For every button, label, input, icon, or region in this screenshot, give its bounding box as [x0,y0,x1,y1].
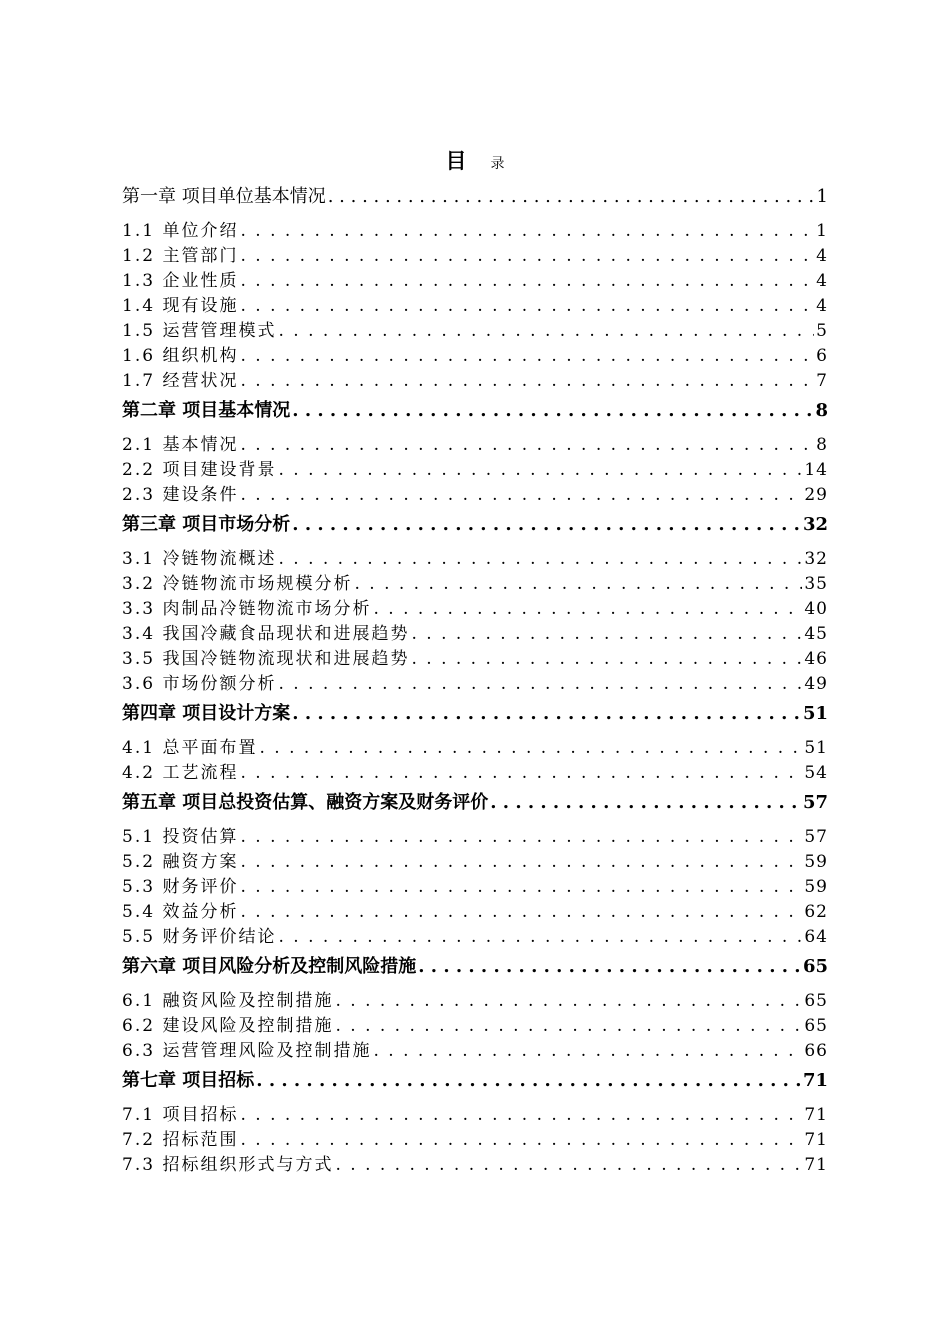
toc-section-entry[interactable] [122,825,828,850]
toc-entry-label: 1.4 现有设施 [122,296,239,316]
dot-leader [240,344,814,369]
toc-page-number: 65 [802,956,828,977]
toc-page-number: 59 [804,877,828,897]
toc-page-number: 51 [804,738,828,758]
toc-chapter-entry[interactable] [122,184,828,210]
toc-section-entry[interactable] [122,319,828,344]
toc-entry-label: 6.3 运营管理风险及控制措施 [122,1041,372,1061]
toc-section-entry[interactable] [122,1128,828,1153]
toc-page-number: 40 [804,599,828,619]
toc-entry-label: 5.4 效益分析 [122,902,239,922]
toc-page-number: 71 [804,1130,828,1150]
toc-entry-label: 第七章 项目招标 [122,1070,255,1091]
toc-page-number: 64 [804,927,828,947]
toc-entry-label: 5.5 财务评价结论 [122,927,277,947]
toc-page-number: 49 [804,674,828,694]
dot-leader [240,433,814,458]
toc-section-entry[interactable] [122,344,828,369]
dot-leader [278,458,802,483]
toc-section-entry[interactable] [122,572,828,597]
toc-entry-label: 3.3 肉制品冷链物流市场分析 [122,599,372,619]
dot-leader [292,398,813,424]
dot-leader [354,572,802,597]
toc-section-entry[interactable] [122,433,828,458]
toc-entry-label: 4.1 总平面布置 [122,738,258,758]
toc-section-entry[interactable] [122,294,828,319]
toc-page-number: 65 [804,991,828,1011]
toc-page-number: 62 [804,902,828,922]
dot-leader [411,622,802,647]
dot-leader [240,761,802,786]
toc-section-entry[interactable] [122,244,828,269]
toc-section-entry[interactable] [122,736,828,761]
dot-leader [292,512,801,538]
toc-entry-label: 第三章 项目市场分析 [122,514,291,535]
dot-leader [335,989,802,1014]
toc-page-number: 66 [804,1041,828,1061]
dot-leader [278,547,802,572]
toc-page-number: 4 [816,246,828,266]
toc-entry-label: 7.2 招标范围 [122,1130,239,1150]
toc-entry-label: 3.1 冷链物流概述 [122,549,277,569]
dot-leader [240,825,802,850]
toc-entry-label: 2.3 建设条件 [122,485,239,505]
toc-section-entry[interactable] [122,672,828,697]
toc-entry-label: 1.3 企业性质 [122,271,239,291]
toc-page-number: 57 [802,792,828,813]
toc-chapter-entry[interactable] [122,398,828,424]
dot-leader [335,1153,802,1178]
toc-page-number: 1 [816,221,828,241]
toc-page-number: 8 [815,400,828,421]
toc-entry-label: 第四章 项目设计方案 [122,703,291,724]
toc-entry-label: 6.2 建设风险及控制措施 [122,1016,334,1036]
dot-leader [256,1068,801,1094]
toc-entry-label: 1.1 单位介绍 [122,221,239,241]
dot-leader [240,875,802,900]
dot-leader [240,483,802,508]
toc-entry-label: 3.2 冷链物流市场规模分析 [122,574,353,594]
dot-leader [240,219,814,244]
toc-section-entry[interactable] [122,219,828,244]
toc-section-entry[interactable] [122,1103,828,1128]
dot-leader [373,597,802,622]
toc-entry-label: 5.1 投资估算 [122,827,239,847]
toc-page-number: 45 [804,624,828,644]
dot-leader [278,672,802,697]
toc-section-entry[interactable] [122,850,828,875]
toc-section-entry[interactable] [122,875,828,900]
dot-leader [373,1039,802,1064]
toc-section-entry[interactable] [122,1014,828,1039]
toc-section-entry[interactable] [122,761,828,786]
toc-page-number: 71 [804,1105,828,1125]
toc-section-entry[interactable] [122,547,828,572]
toc-section-entry[interactable] [122,1039,828,1064]
toc-chapter-entry[interactable] [122,790,828,816]
toc-section-entry[interactable] [122,369,828,394]
dot-leader [328,184,815,210]
toc-entry-label: 1.6 组织机构 [122,346,239,366]
toc-section-entry[interactable] [122,989,828,1014]
dot-leader [418,954,801,980]
toc-section-entry[interactable] [122,647,828,672]
dot-leader [292,701,801,727]
toc-section-entry[interactable] [122,269,828,294]
toc-page-number: 57 [804,827,828,847]
toc-page-number: 7 [816,371,828,391]
toc-page-number: 71 [804,1155,828,1175]
dot-leader [278,925,802,950]
toc-entry-label: 1.5 运营管理模式 [122,321,277,341]
toc-page-number: 32 [802,514,828,535]
toc-page-number: 32 [804,549,828,569]
toc-page-number: 29 [804,485,828,505]
toc-entry-label: 2.1 基本情况 [122,435,239,455]
toc-entry-label: 1.2 主管部门 [122,246,239,266]
toc-title-sub: 录 [490,156,505,172]
dot-leader [240,1103,802,1128]
dot-leader [240,900,802,925]
toc-entry-label: 第六章 项目风险分析及控制风险措施 [122,956,417,977]
toc-page-number: 35 [804,574,828,594]
toc-page-number: 71 [802,1070,828,1091]
toc-page-number: 14 [804,460,828,480]
toc-page-number: 46 [804,649,828,669]
toc-entry-label: 1.7 经营状况 [122,371,239,391]
dot-leader [240,1128,802,1153]
toc-title [0,146,950,179]
dot-leader [278,319,814,344]
dot-leader [240,850,802,875]
toc-entry-label: 第五章 项目总投资估算、融资方案及财务评价 [122,792,489,813]
toc-entry-label: 5.2 融资方案 [122,852,239,872]
toc-page-number: 65 [804,1016,828,1036]
dot-leader [240,269,814,294]
toc-entry-label: 3.6 市场份额分析 [122,674,277,694]
dot-leader [490,790,801,816]
toc-chapter-entry[interactable] [122,954,828,980]
toc-page-number: 59 [804,852,828,872]
toc-section-entry[interactable] [122,483,828,508]
dot-leader [240,244,814,269]
toc-page-number: 4 [816,296,828,316]
toc-section-entry[interactable] [122,1153,828,1178]
toc-page-number: 6 [816,346,828,366]
toc-page-number: 1 [816,186,828,207]
toc-page-number: 54 [804,763,828,783]
dot-leader [259,736,802,761]
dot-leader [240,369,814,394]
toc-page-number: 8 [816,435,828,455]
toc-section-entry[interactable] [122,622,828,647]
toc-chapter-entry[interactable] [122,512,828,538]
toc-entry-label: 第一章 项目单位基本情况 [122,186,326,207]
toc-page-number: 4 [816,271,828,291]
toc-title-main: 目 [445,148,467,173]
toc-chapter-entry[interactable] [122,701,828,727]
toc-entry-label: 3.4 我国冷藏食品现状和进展趋势 [122,624,410,644]
toc-section-entry[interactable] [122,458,828,483]
toc-chapter-entry[interactable] [122,1068,828,1094]
toc-page-number: 5 [816,321,828,341]
toc-entry-label: 7.3 招标组织形式与方式 [122,1155,334,1175]
toc-entry-label: 5.3 财务评价 [122,877,239,897]
toc-entry-label: 4.2 工艺流程 [122,763,239,783]
toc-section-entry[interactable] [122,900,828,925]
toc-entry-label: 2.2 项目建设背景 [122,460,277,480]
toc-entry-label: 6.1 融资风险及控制措施 [122,991,334,1011]
dot-leader [335,1014,802,1039]
toc-section-entry[interactable] [122,597,828,622]
toc-entry-label: 3.5 我国冷链物流现状和进展趋势 [122,649,410,669]
toc-section-entry[interactable] [122,925,828,950]
toc-entry-label: 第二章 项目基本情况 [122,400,291,421]
toc-page-number: 51 [802,703,828,724]
toc-entry-label: 7.1 项目招标 [122,1105,239,1125]
table-of-contents [122,180,828,1178]
dot-leader [240,294,814,319]
dot-leader [411,647,802,672]
